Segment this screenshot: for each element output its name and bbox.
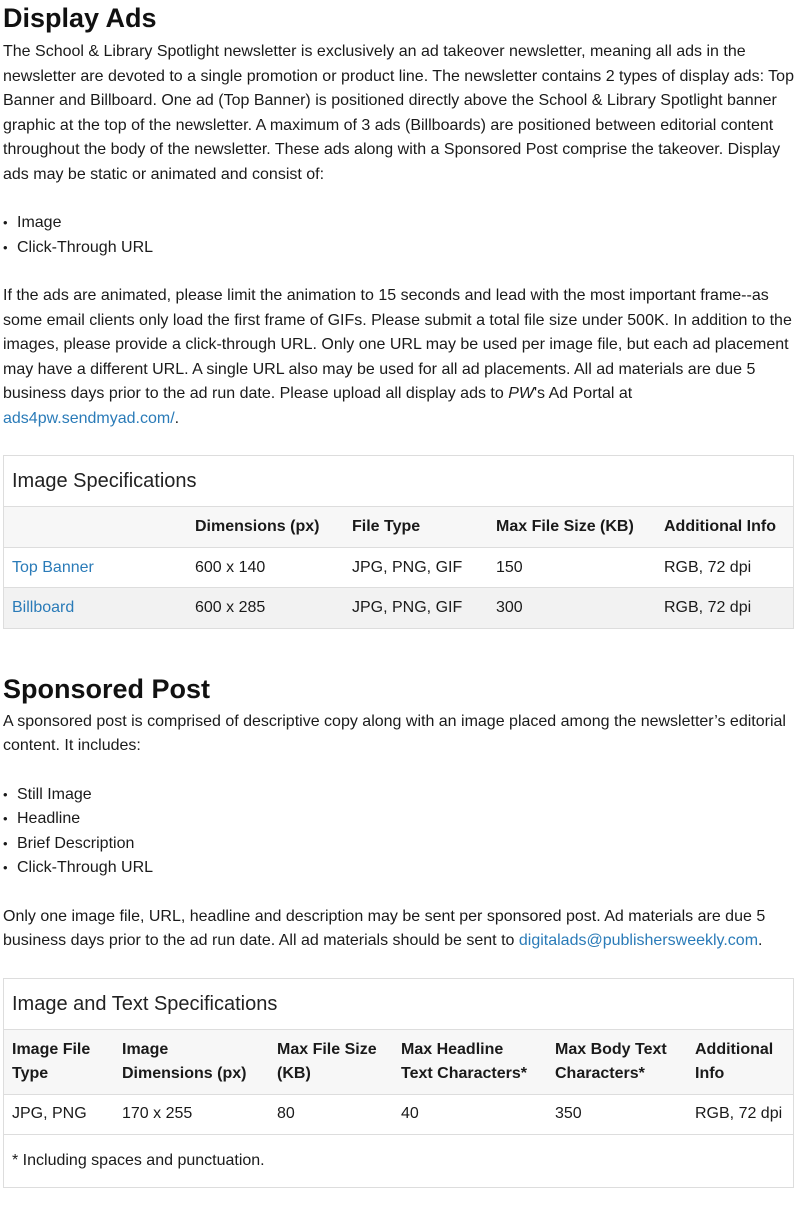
table-cell: JPG, PNG, GIF	[344, 548, 488, 588]
column-header: Dimensions (px)	[187, 507, 344, 548]
table-cell: 300	[488, 588, 656, 628]
sponsored-post-list	[3, 783, 794, 881]
table-cell: 80	[277, 1105, 295, 1123]
billboard-link[interactable]: Billboard	[12, 598, 75, 616]
table-cell: RGB, 72 dpi	[656, 588, 793, 628]
image-and-text-specifications-title: Image and Text Specifications	[4, 979, 793, 1030]
column-header: Additional Info	[687, 1030, 793, 1095]
digital-ads-email-link[interactable]: digitalads@publishersweekly.com	[518, 932, 759, 949]
ad-portal-link[interactable]: ads4pw.sendmyad.com/	[3, 409, 175, 427]
column-header: Max File Size (KB)	[488, 507, 656, 548]
list-item: • Click-Through URL	[3, 236, 794, 261]
list-item: • Image	[3, 211, 794, 236]
table-cell: 600 x 285	[187, 588, 344, 628]
table-cell: 170 x 255	[122, 1105, 193, 1123]
table-cell: 150	[488, 548, 656, 588]
table-cell: RGB, 72 dpi	[695, 1105, 783, 1123]
column-header: Max File Size (KB)	[269, 1030, 393, 1095]
table-cell: RGB, 72 dpi	[656, 548, 793, 588]
sponsored-post-details: Only one image file, URL, headline and description may be sent per sponsored post. Ad materials are due 5 business days prior to the ad run date. All ad materials should be sent to digitalads@publishersweekly.com.	[3, 907, 766, 949]
column-header: Image File Type	[4, 1030, 114, 1095]
display-ads-heading: Display Ads	[3, 3, 157, 33]
table-row	[4, 588, 793, 628]
list-item: • Still Image	[3, 783, 794, 808]
image-specifications-title: Image Specifications	[4, 456, 793, 507]
column-header: Max Headline Text Characters*	[393, 1030, 547, 1095]
column-header: Additional Info	[656, 507, 793, 548]
sponsored-post-heading: Sponsored Post	[3, 673, 211, 704]
table-row	[4, 548, 793, 588]
table-cell: JPG, PNG	[12, 1105, 87, 1123]
display-ads-intro: The School & Library Spotlight newsletter is exclusively an ad takeover newsletter, meaning all ads in the newsletter are devoted to a single promotion or product line. The newsletter contains 2 types of display ads: Top Banner and Billboard. One ad (Top Banner) is positioned directly above the School & Library Spotlight banner graphic at the top of the newsletter. A maximum of 3 ads (Billboards) are positioned between editorial content throughout the body of the newsletter. These ads along with a Sponsored Post comprise the takeover. Display ads may be static or animated and consist of:	[3, 43, 794, 183]
column-header: File Type	[344, 507, 488, 548]
table-cell: 40	[401, 1105, 419, 1123]
list-item: • Headline	[3, 807, 794, 832]
image-specifications-table	[3, 455, 794, 629]
table-cell: 350	[555, 1105, 582, 1123]
table-header-row	[4, 1030, 793, 1095]
list-item: • Brief Description	[3, 832, 794, 857]
column-header: Image Dimensions (px)	[114, 1030, 269, 1095]
image-and-text-specifications-table	[3, 978, 794, 1189]
column-header: Max Body Text Characters*	[547, 1030, 687, 1095]
top-banner-link[interactable]: Top Banner	[12, 558, 94, 576]
sponsored-post-intro: A sponsored post is comprised of descriptive copy along with an image placed among the newsletter’s editorial content. It includes:	[3, 712, 786, 754]
table-header-row	[4, 507, 793, 548]
list-item: • Click-Through URL	[3, 856, 794, 881]
table-row	[4, 1094, 793, 1134]
footnote: * Including spaces and punctuation.	[4, 1134, 793, 1187]
display-ads-list	[3, 211, 794, 260]
column-header	[4, 507, 187, 548]
display-ads-details: If the ads are animated, please limit the animation to 15 seconds and lead with the most important frame--as some email clients only load the first frame of GIFs. Please submit a total file size under 500K. In addition to the images, please provide a click-through URL. Only one URL may be used per image file, but each ad placement may have a different URL. A single URL also may be used for all ad placements. All ad materials are due 5 business days prior to the ad run date. Please upload all display ads to PW's Ad Portal at ads4pw.sendmyad.com/.	[3, 287, 792, 427]
table-cell: JPG, PNG, GIF	[344, 588, 488, 628]
table-cell: 600 x 140	[187, 548, 344, 588]
pw-italic: PW	[508, 385, 534, 402]
